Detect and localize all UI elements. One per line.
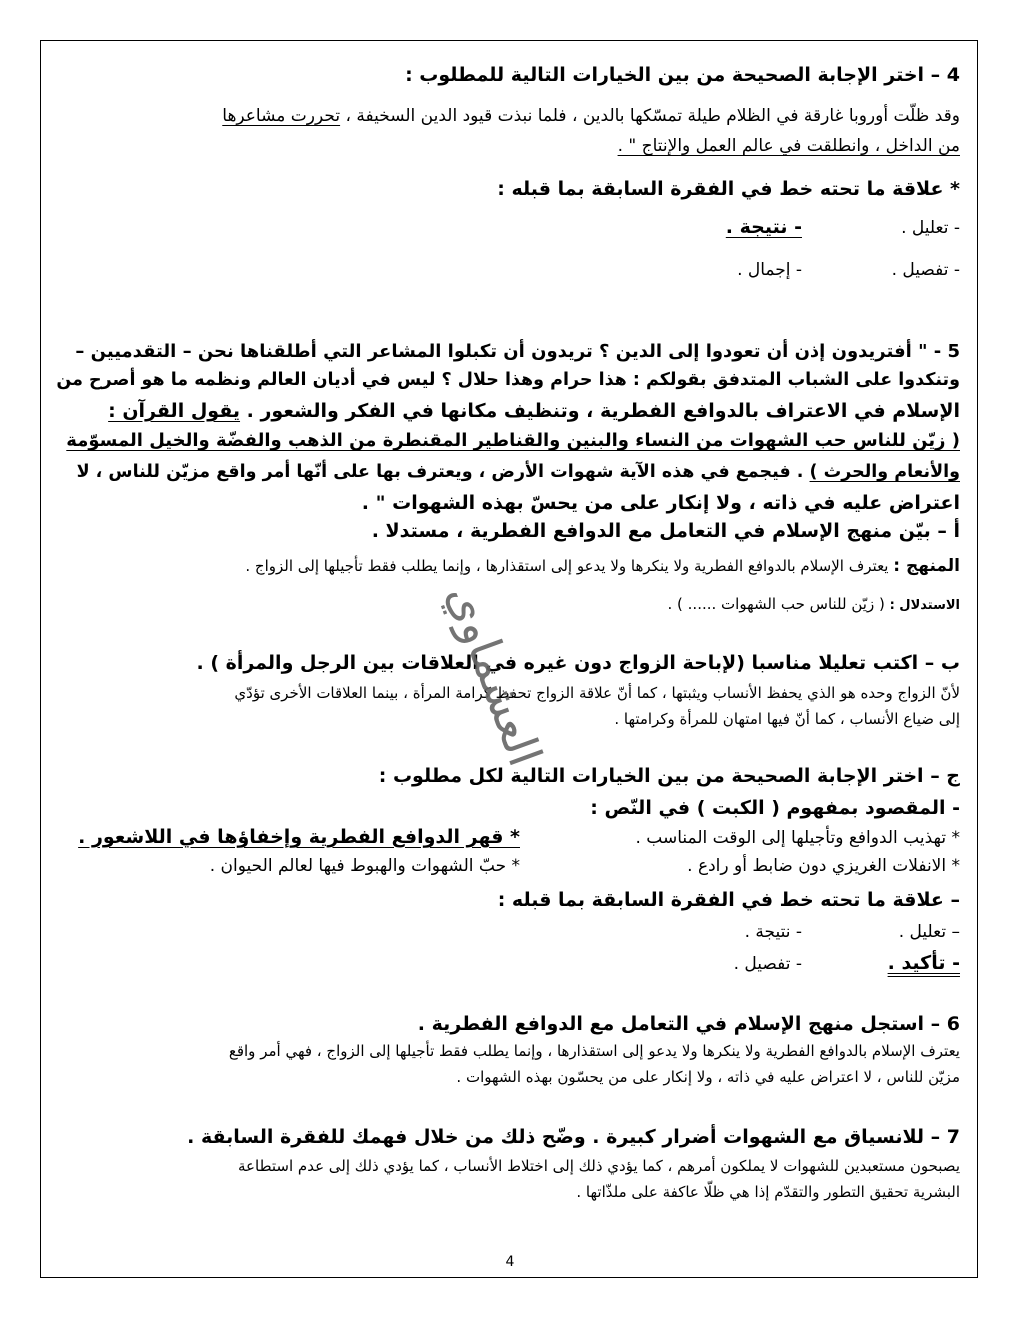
q5-passage-line3: الإسلام في الاعتراف بالدوافع الفطرية ، وتنظيف مكانها في الفكر والشعور . يقول القرآن : <box>108 400 960 422</box>
q4-option-reason: - تعليل . <box>901 218 960 238</box>
q5c-sub2-question: – علاقة ما تحته خط في الفقرة السابقة بما قبله : <box>497 889 960 911</box>
q5c-sub2-option-emphasis: - تأكيد . <box>887 952 960 974</box>
q5c-sub2-option-reason: – تعليل . <box>898 922 960 942</box>
q4-passage-underlined: تحررت مشاعرها <box>222 106 341 126</box>
q7-heading: 7 – للانسياق مع الشهوات أضرار كبيرة . وضّح ذلك من خلال فهمك للفقرة السابقة . <box>187 1126 960 1148</box>
page-number: 4 <box>505 1254 515 1270</box>
q4-option-result: - نتيجة . <box>725 216 802 238</box>
q6-answer-line2: مزيّن للناس ، لا اعتراض عليه في ذاته ، ولا إنكار على من يحسّون بهذه الشهوات . <box>456 1068 960 1086</box>
watermark: العشماوي <box>437 577 553 773</box>
q5-passage-line2: وتنكدوا على الشباب المتدفق بقولكم : هذا حرام وهذا حلال ؟ ليس في أديان العالم ونظمه ما هو أصرح من <box>56 370 960 390</box>
q4-heading: 4 – اختر الإجابة الصحيحة من بين الخيارات التالية للمطلوب : <box>405 64 960 86</box>
q5-quran-line2: والأنعام والحرث ) <box>809 462 960 482</box>
q7-answer-line2: البشرية تحقيق التطور والتقدّم إذا هي ظلّا عاكفة على ملذّاتها . <box>576 1183 960 1201</box>
q5b-question: ب – اكتب تعليلا مناسبا (لإباحة الزواج دون غيره في العلاقات بين الرجل والمرأة ) . <box>196 652 960 674</box>
q4-passage-line1 <box>56 106 960 126</box>
q4-passage-line2: من الداخل ، وانطلقت في عالم العمل والإنتاج " . <box>617 136 960 156</box>
q4-option-summary: - إجمال . <box>737 260 802 280</box>
q4-passage-plain: وقد ظلّت أوروبا غارقة في الظلام طيلة تمسّكها بالدين ، فلما نبذت قيود الدين السخيفة ، <box>340 106 960 126</box>
q5c-sub2-option-detail: - تفصيل . <box>733 954 802 974</box>
q5c-question: ج – اختر الإجابة الصحيحة من بين الخيارات التالية لكل مطلوب : <box>378 765 960 787</box>
q4-option-detail: - تفصيل . <box>891 260 960 280</box>
q5a-method-text: يعترف الإسلام بالدوافع الفطرية ولا ينكرها ولا يدعو إلى استقذارها ، وإنما يطلب فقط تأجيلها إلى الزواج . <box>245 557 894 575</box>
q5a-evidence-text: ( زيّن للناس حب الشهوات ...... ) . <box>667 595 890 613</box>
q7-answer-line1: يصبحون مستعبدين للشهوات لا يملكون أمرهم ، كما يؤدي ذلك إلى اختلاط الأنساب ، كما يؤدي ذلك إلى عدم استطاعة <box>238 1157 960 1175</box>
q5c-sub1-option3: * الانفلات الغريزي دون ضابط أو رادع . <box>687 856 960 876</box>
q5-quran-line1: ( زيّن للناس حب الشهوات من النساء والبنين والقناطير المقنطرة من الذهب والفضّة والخيل المسوّمة <box>66 430 960 451</box>
q5c-sub2-option-result: - نتيجة . <box>744 922 802 942</box>
q5c-sub1-option2: * قهر الدوافع الفطرية وإخفاؤها في اللاشعور . <box>78 826 520 848</box>
q5a-evidence-label: الاستدلال : <box>889 598 960 613</box>
q5b-answer-line2: إلى ضياع الأنساب ، كما أنّ فيها امتهان للمرأة وكرامتها . <box>614 710 960 728</box>
q5-passage-line1: 5 - " أفتريدون إذن أن تعودوا إلى الدين ؟ تريدون أن تكبلوا المشاعر التي أطلقناها نحن – التقدميين – <box>75 341 960 362</box>
q5a-question: أ – بيّن منهج الإسلام في التعامل مع الدوافع الفطرية ، مستدلا . <box>371 520 960 542</box>
q5c-sub1-question: - المقصود بمفهوم ( الكبت ) في النّص : <box>590 797 960 819</box>
q5-quran-intro: يقول القرآن : <box>108 400 241 422</box>
q5c-sub1-option1: * تهذيب الدوافع وتأجيلها إلى الوقت المناسب . <box>635 828 960 848</box>
q5b-answer-line1: لأنّ الزواج وحده هو الذي يحفظ الأنساب ويثبتها ، كما أنّ علاقة الزواج تحفظ كرامة المرأة ، بينما العلاقات الأخرى تؤدّي <box>234 684 960 702</box>
q5c-sub1-option4: * حبّ الشهوات والهبوط فيها لعالم الحيوان . <box>209 856 520 876</box>
q5a-method-label: المنهج : <box>893 556 960 576</box>
q5-passage-last: اعتراض عليه في ذاته ، ولا إنكار على من يحسّ بهذه الشهوات " . <box>361 492 960 514</box>
q6-answer-line1: يعترف الإسلام بالدوافع الفطرية ولا ينكرها ولا يدعو إلى استقذارها ، وإنما يطلب فقط تأجيلها إلى الزواج ، فهي أمر واقع <box>228 1042 960 1060</box>
q5-passage-line5: والأنعام والحرث ) . فيجمع في هذه الآية شهوات الأرض ، ويعترف بها على أنّها أمر واقع مزيّن للناس ، لا <box>76 462 960 482</box>
q6-heading: 6 – استجل منهج الإسلام في التعامل مع الدوافع الفطرية . <box>417 1013 960 1035</box>
q4-question: * علاقة ما تحته خط في الفقرة السابقة بما قبله : <box>497 178 960 200</box>
